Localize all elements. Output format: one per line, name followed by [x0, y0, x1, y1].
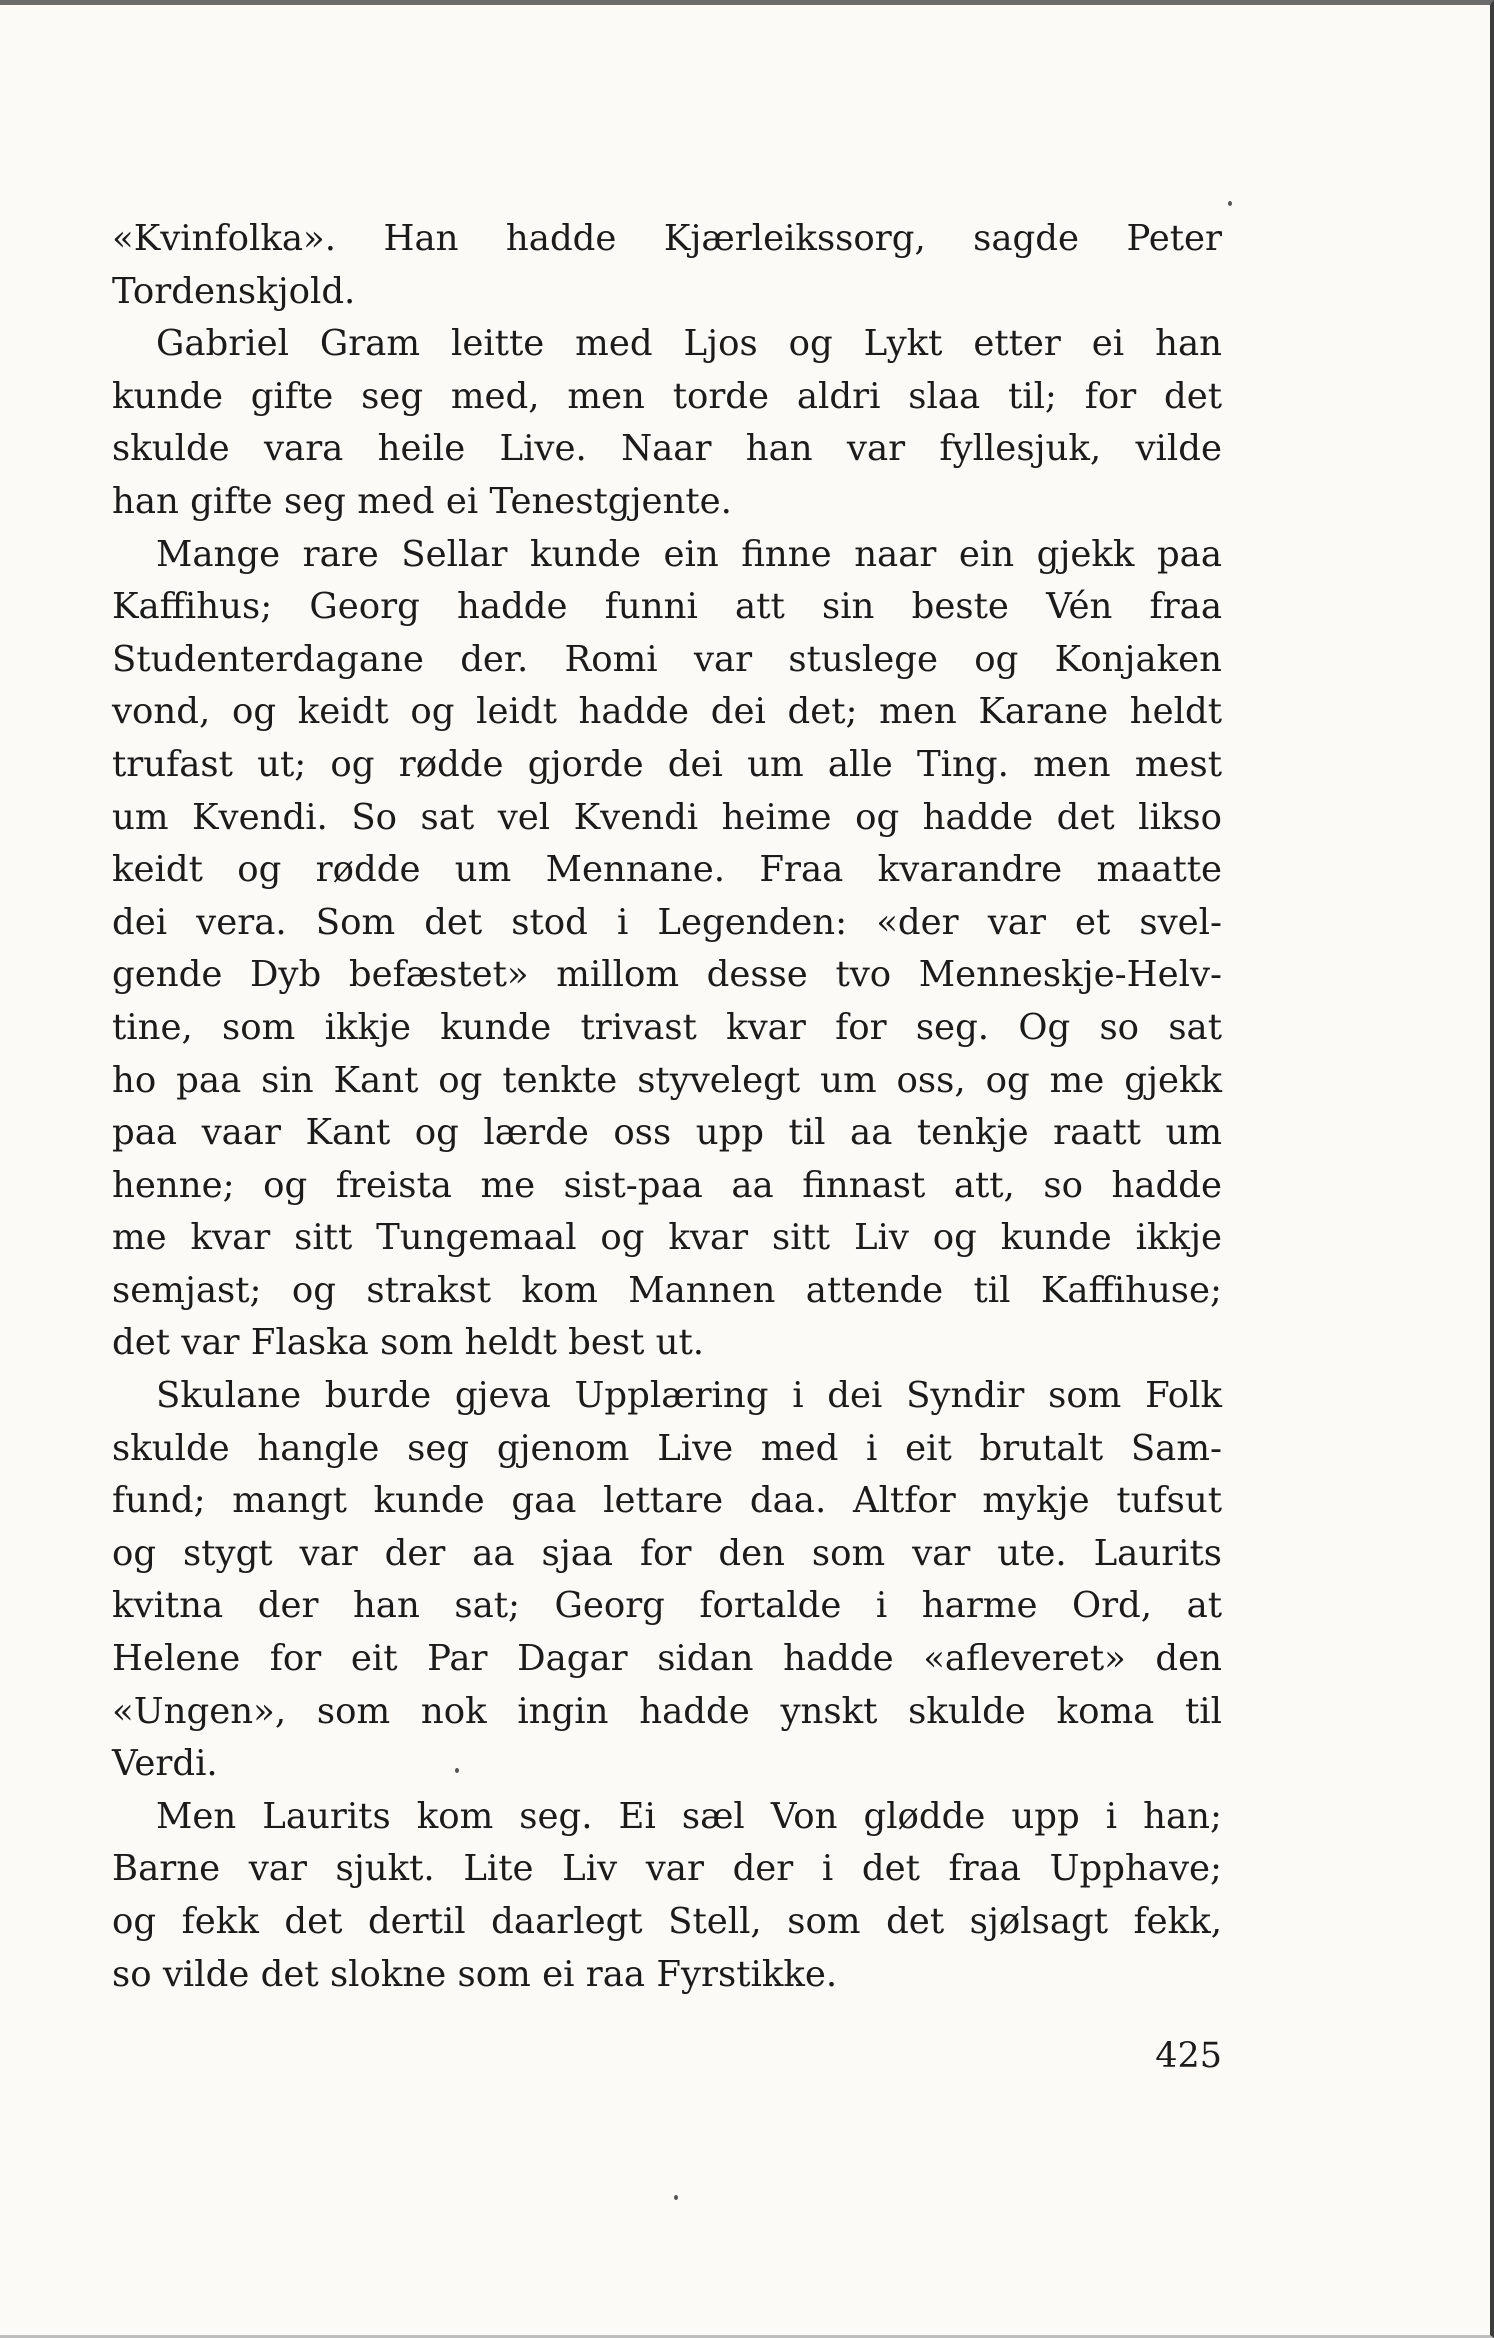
text-line: og fekk det dertil daarlegt Stell, som det sjølsagt fekk, [112, 1901, 1222, 1942]
text-line: tine, som ikkje kunde trivast kvar for seg. Og so sat [112, 1006, 1222, 1048]
text-line: keidt og rødde um Mennane. Fraa kvarandre maatte [112, 849, 1222, 891]
text-line: og stygt var der aa sjaa for den som var ute. Laurits [112, 1532, 1222, 1574]
print-speck [1228, 201, 1232, 206]
text-line: gende Dyb befæstet» millom desse tvo Menneskje-Helv- [112, 954, 1222, 996]
text-line: Kaffihus; Georg hadde funni att sin beste Vén fraa [112, 586, 1222, 628]
text-line: «Kvinfolka». Han hadde Kjærleikssorg, sagde Peter [112, 218, 1222, 259]
text-line: kunde gifte seg med, men torde aldri slaa til; for det [112, 375, 1222, 417]
print-speck [455, 1768, 459, 1773]
body-text [112, 213, 1222, 2001]
text-line: Mange rare Sellar kunde ein finne naar ein gjekk paa [156, 533, 1222, 575]
text-line: «Ungen», som nok ingin hadde ynskt skulde koma til [112, 1690, 1222, 1732]
text-line: Skulane burde gjeva Upplæring i dei Syndir som Folk [156, 1375, 1222, 1417]
text-line: so vilde det slokne som ei raa Fyrstikke. [112, 1953, 838, 1995]
text-line: ho paa sin Kant og tenkte styvelegt um oss, og me gjekk [112, 1059, 1222, 1101]
text-line: semjast; og strakst kom Mannen attende til Kaffihuse; [112, 1269, 1222, 1311]
text-line: han gifte seg med ei Tenestgjente. [112, 480, 732, 522]
text-line: skulde vara heile Live. Naar han var fyllesjuk, vilde [112, 428, 1222, 470]
text-line: kvitna der han sat; Georg fortalde i harme Ord, at [112, 1585, 1222, 1627]
text-line: Helene for eit Par Dagar sidan hadde «afleveret» den [112, 1638, 1222, 1680]
print-speck [674, 2195, 678, 2200]
text-line: det var Flaska som heldt best ut. [112, 1322, 705, 1364]
text-line: paa vaar Kant og lærde oss upp til aa tenkje raatt um [112, 1112, 1222, 1154]
text-line: fund; mangt kunde gaa lettare daa. Altfor mykje tufsut [112, 1480, 1222, 1522]
text-line: henne; og freista me sist-paa aa finnast att, so hadde [112, 1164, 1222, 1206]
text-line: Verdi. [112, 1743, 218, 1785]
text-line: Studenterdagane der. Romi var stuslege og Konjaken [112, 638, 1222, 680]
text-line: um Kvendi. So sat vel Kvendi heime og hadde det likso [112, 796, 1222, 838]
text-line: me kvar sitt Tungemaal og kvar sitt Liv og kunde ikkje [112, 1217, 1222, 1259]
text-line: Tordenskjold. [112, 270, 356, 312]
text-line: trufast ut; og rødde gjorde dei um alle Ting. men mest [112, 743, 1222, 785]
text-line: Barne var sjukt. Lite Liv var der i det fraa Upphave; [112, 1848, 1222, 1890]
text-line: Gabriel Gram leitte med Ljos og Lykt etter ei han [156, 323, 1222, 365]
text-line: dei vera. Som det stod i Legenden: «der var et svel- [112, 901, 1222, 943]
page-number: 425 [1155, 2036, 1222, 2076]
text-line: vond, og keidt og leidt hadde dei det; men Karane heldt [112, 691, 1222, 733]
text-line: skulde hangle seg gjenom Live med i eit brutalt Sam- [112, 1427, 1222, 1469]
text-line: Men Laurits kom seg. Ei sæl Von glødde upp i han; [156, 1795, 1222, 1837]
